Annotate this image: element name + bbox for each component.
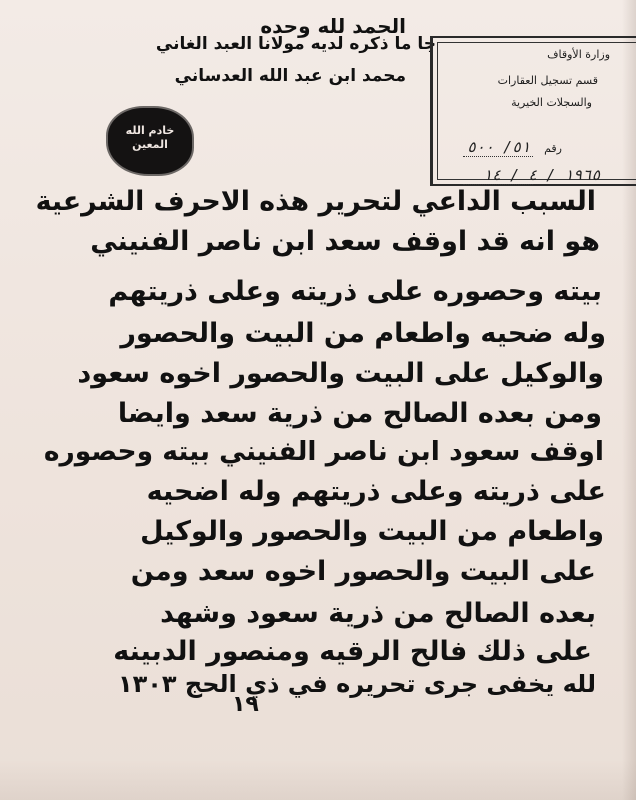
body-line-4: وله ضحيه واطعام من البيت والحصور — [120, 318, 606, 349]
body-line-8: على ذريته وعلى ذريتهم وله اضحيه — [146, 476, 606, 507]
page-bottom-shadow — [0, 760, 636, 800]
body-line-11: بعده الصالح من ذرية سعود وشهد — [160, 598, 596, 629]
body-line-7: اوقف سعود ابن ناصر الفنيني بيته وحصوره — [43, 436, 604, 467]
header-line-2: جا ما ذكره لديه مولانا العبد الغاني — [155, 34, 436, 54]
body-line-1: السبب الداعي لتحرير هذه الاحرف الشرعية — [35, 186, 596, 217]
body-line-9: واطعام من البيت والحصور والوكيل — [140, 516, 604, 547]
header-line-3: محمد ابن عبد الله العدساني — [174, 66, 406, 86]
body-line-3: بيته وحصوره على ذريته وعلى ذريتهم — [108, 276, 602, 307]
body-line-12: على ذلك فالح الرقيه ومنصور الدبينه — [113, 636, 592, 667]
stamp-number-label: رقم — [544, 142, 562, 155]
stamp-date-value: ١٩٦٥ / ٤ / ١٤ — [483, 166, 601, 184]
stamp-records: والسجلات الخيرية — [511, 96, 592, 109]
stamp-department: قسم تسجيل العقارات — [497, 74, 598, 87]
body-line-13: لله يخفى جرى تحريره في ذي الحج ١٣٠٣ — [117, 670, 596, 698]
stamp-number-value: ٥١/ ٥٠٠ — [467, 138, 531, 156]
body-line-6: ومن بعده الصالح من ذرية سعد وايضا — [117, 398, 602, 429]
stamp-ministry: وزارة الأوقاف — [547, 48, 610, 61]
body-line-5: والوكيل على البيت والحصور اخوه سعود — [77, 358, 604, 389]
body-line-10: على البيت والحصور اخوه سعد ومن — [130, 556, 596, 587]
seal-text-line-2: المعين — [132, 138, 168, 151]
page-number: ١٩ — [232, 692, 259, 717]
ink-seal — [108, 108, 192, 174]
header-line-1: الحمد لله وحده — [260, 14, 406, 38]
ministry-stamp — [430, 36, 636, 186]
stamp-date-dots — [463, 184, 533, 185]
stamp-number-dots — [463, 156, 533, 157]
stamp-inner-border — [437, 42, 636, 180]
seal-text-line-1: خادم الله — [125, 124, 175, 137]
body-line-2: هو انه قد اوقف سعد ابن ناصر الفنيني — [90, 226, 600, 257]
